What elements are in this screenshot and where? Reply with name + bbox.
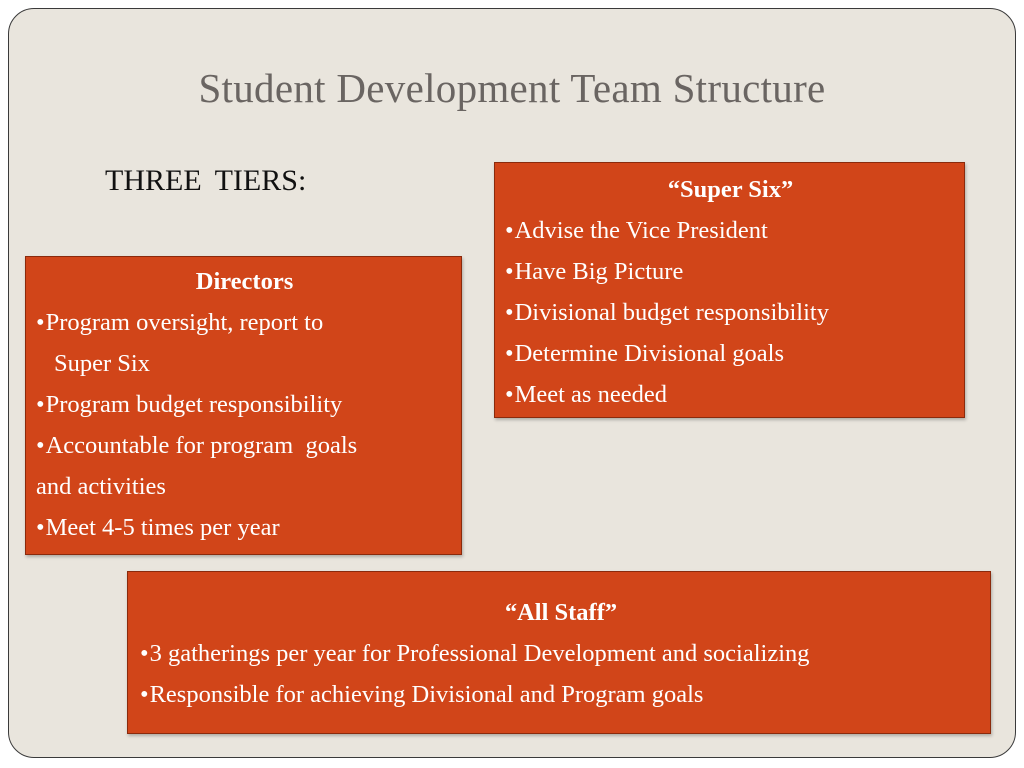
super-six-box	[494, 162, 965, 418]
list-item	[505, 292, 956, 333]
all-staff-list	[140, 633, 982, 715]
list-item-text: 3 gatherings per year for Professional Development and socializing	[149, 640, 810, 667]
list-item	[505, 251, 956, 292]
directors-list	[36, 302, 453, 548]
list-item	[505, 374, 956, 415]
bullet-icon: •	[36, 432, 45, 459]
list-item	[505, 333, 956, 374]
list-item-text: and activities	[36, 473, 166, 500]
directors-heading: Directors	[195, 268, 294, 295]
list-item	[36, 425, 453, 466]
super-six-heading: “Super Six”	[667, 176, 794, 203]
list-item-text: Divisional budget responsibility	[514, 299, 829, 326]
all-staff-box	[127, 571, 991, 734]
list-item	[140, 674, 982, 715]
bullet-icon: •	[505, 217, 514, 244]
bullet-icon: •	[505, 299, 514, 326]
bullet-icon: •	[140, 681, 149, 708]
directors-box	[25, 256, 462, 555]
super-six-list	[505, 210, 956, 415]
list-item-text: Accountable for program goals	[45, 432, 358, 459]
list-item	[140, 633, 982, 674]
all-staff-heading: “All Staff”	[504, 599, 618, 626]
bullet-icon: •	[505, 340, 514, 367]
bullet-icon: •	[140, 640, 149, 667]
list-item-continuation	[36, 343, 453, 384]
three-tiers-label: THREE TIERS:	[105, 164, 307, 197]
list-item-text: Program oversight, report to	[45, 309, 324, 336]
list-item-text: Advise the Vice President	[514, 217, 768, 244]
bullet-icon: •	[36, 391, 45, 418]
bullet-icon: •	[36, 309, 45, 336]
bullet-icon: •	[505, 381, 514, 408]
list-item-continuation	[36, 466, 453, 507]
list-item-text: Meet 4-5 times per year	[45, 514, 280, 541]
list-item	[36, 302, 453, 343]
list-item-text: Determine Divisional goals	[514, 340, 785, 367]
list-item-text: Responsible for achieving Divisional and Program goals	[149, 681, 704, 708]
list-item-text: Program budget responsibility	[45, 391, 343, 418]
bullet-icon: •	[36, 514, 45, 541]
list-item-text: Have Big Picture	[514, 258, 684, 285]
slide-title: Student Development Team Structure	[198, 65, 826, 111]
list-item	[36, 507, 453, 548]
list-item	[36, 384, 453, 425]
list-item	[505, 210, 956, 251]
list-item-text: Meet as needed	[514, 381, 667, 408]
bullet-icon: •	[505, 258, 514, 285]
list-item-text: Super Six	[54, 350, 150, 377]
